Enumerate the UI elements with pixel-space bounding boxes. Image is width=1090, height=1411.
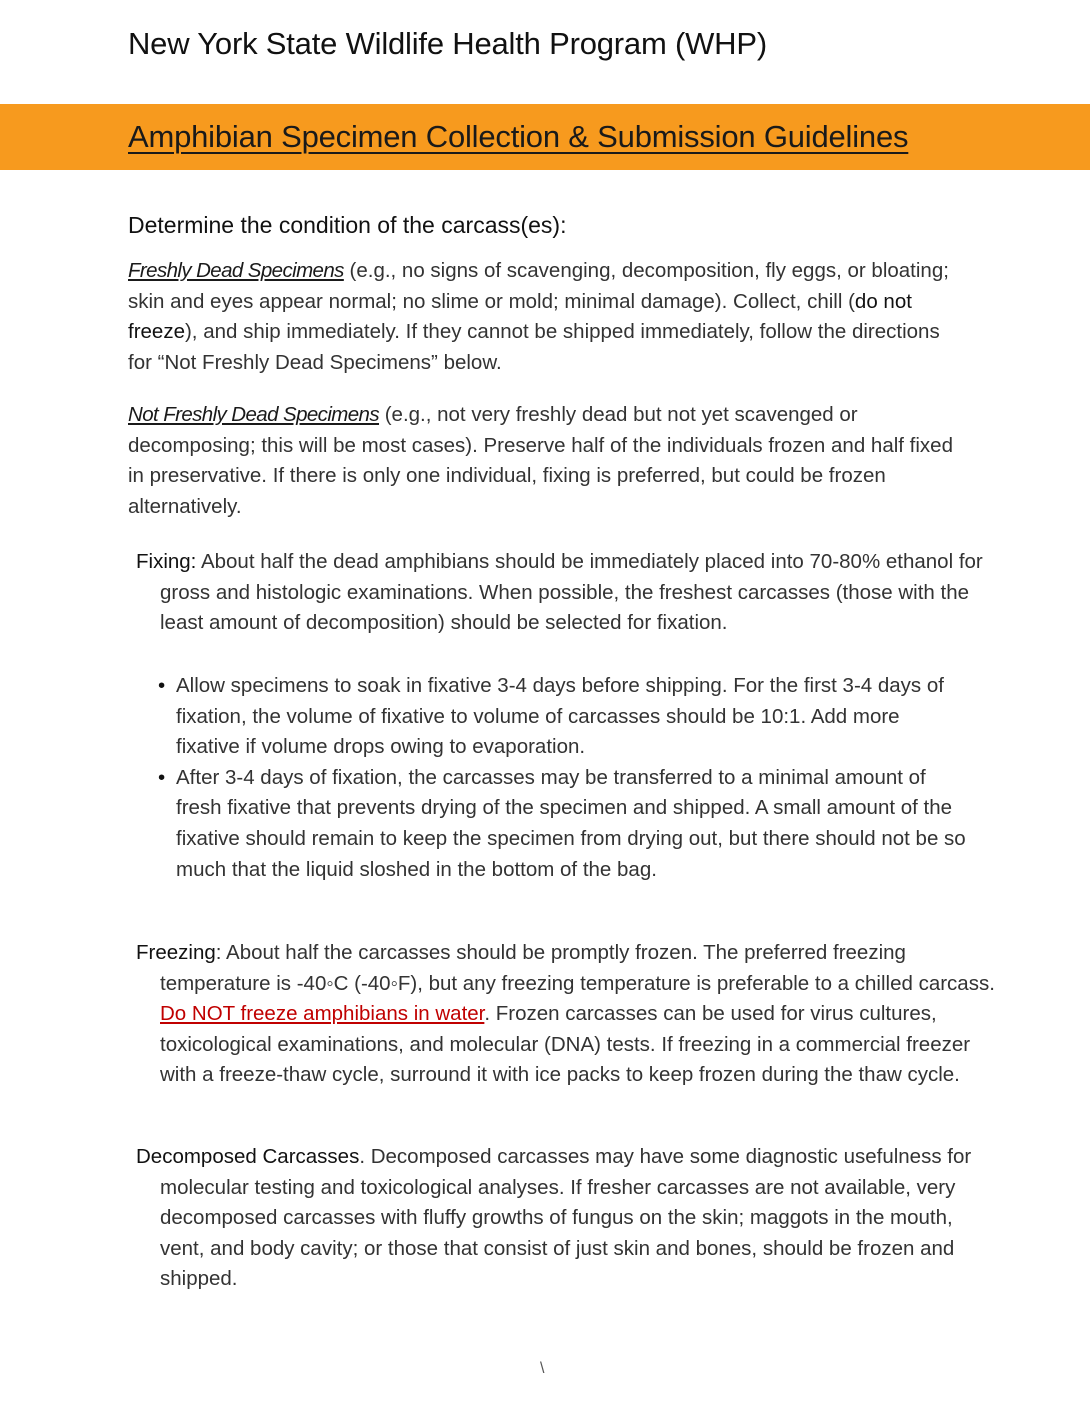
freeze-in-water-warning: Do NOT freeze amphibians in water — [160, 1002, 485, 1026]
fixing-bullet-list — [158, 671, 968, 885]
fresh-specimens-text-b: ), and ship immediately. If they cannot be shipped immediately, follow the directions for “Not Freshly Dead Specimens” below. — [128, 320, 940, 374]
freezing-paragraph — [136, 938, 1000, 1091]
document-header-title: New York State Wildlife Health Program (WHP) — [128, 26, 767, 61]
page-footer-mark: \ — [540, 1360, 545, 1377]
guidelines-title: Amphibian Specimen Collection & Submission Guidelines — [128, 119, 909, 154]
freezing-text-b: . Frozen carcasses can be used for virus cultures, toxicological examinations, and molecular (DNA) tests. If freezing in a commercial freezer with a freeze-thaw cycle, surround it with ice packs to keep frozen during the thaw cycle. — [160, 1002, 971, 1087]
fresh-specimens-text-a: (e.g., no signs of scavenging, decomposition, fly eggs, or bloating; skin and eyes appear normal; no slime or mold; minimal damage). Collect, chill ( — [128, 259, 949, 313]
section-heading: Determine the condition of the carcass(es): — [128, 212, 567, 238]
bullet-icon: • — [158, 674, 166, 697]
decomposed-paragraph — [136, 1142, 1000, 1295]
fixing-paragraph — [136, 547, 1000, 639]
title-banner — [0, 104, 1090, 170]
bullet-icon: • — [158, 765, 166, 789]
decomposed-lead: Decomposed Carcasses — [136, 1145, 360, 1168]
decomposed-text: . Decomposed carcasses may have some diagnostic usefulness for molecular testing and toxicological analyses. If fresher carcasses are not available, very decomposed carcasses with fluffy growths of fungus on the skin; maggots in the mouth, vent, and body cavity; or those that consist of just skin and bones, should be frozen and shipped. — [160, 1145, 972, 1291]
list-item: • Allow specimens to soak in fixative 3-4 days before shipping. For the first 3-4 days of fixation, the volume of fixative to volume of carcasses should be 10:1. Add more fixative if volume drops owing to evaporation. — [158, 671, 968, 763]
list-item: • After 3-4 days of fixation, the carcasses may be transferred to a minimal amount of fresh fixative that prevents drying of the specimen and shipped. A small amount of the fixative should remain to keep the specimen from drying out, but there should not be so much that the liquid sloshed in the bottom of the bag. — [158, 763, 968, 885]
not-fresh-specimens-text: (e.g., not very freshly dead but not yet scavenged or decomposing; this will be most cases). Preserve half of the individuals frozen and half fixed in preservative. If there is only one individual, fixing is preferred, but could be frozen alternatively. — [128, 403, 953, 518]
fixing-lead: Fixing: — [136, 550, 197, 573]
fixing-text: About half the dead amphibians should be immediately placed into 70-80% ethanol for gross and histologic examinations. When possible, the freshest carcasses (those with the least amount of decomposition) should be selected for fixation. — [160, 550, 983, 635]
freezing-lead: Freezing — [136, 941, 216, 964]
not-fresh-specimens-term: Not Freshly Dead Specimens — [128, 403, 380, 426]
freezing-text-a: : About half the carcasses should be promptly frozen. The preferred freezing temperature is -40◦C (-40◦F), but any freezing temperature is preferable to a chilled carcass. — [160, 941, 995, 995]
not-fresh-specimens-paragraph — [128, 400, 968, 522]
fresh-specimens-term: Freshly Dead Specimens — [128, 259, 344, 282]
do-not-freeze-emphasis: do not freeze — [128, 289, 912, 344]
fresh-specimens-paragraph — [128, 256, 968, 378]
